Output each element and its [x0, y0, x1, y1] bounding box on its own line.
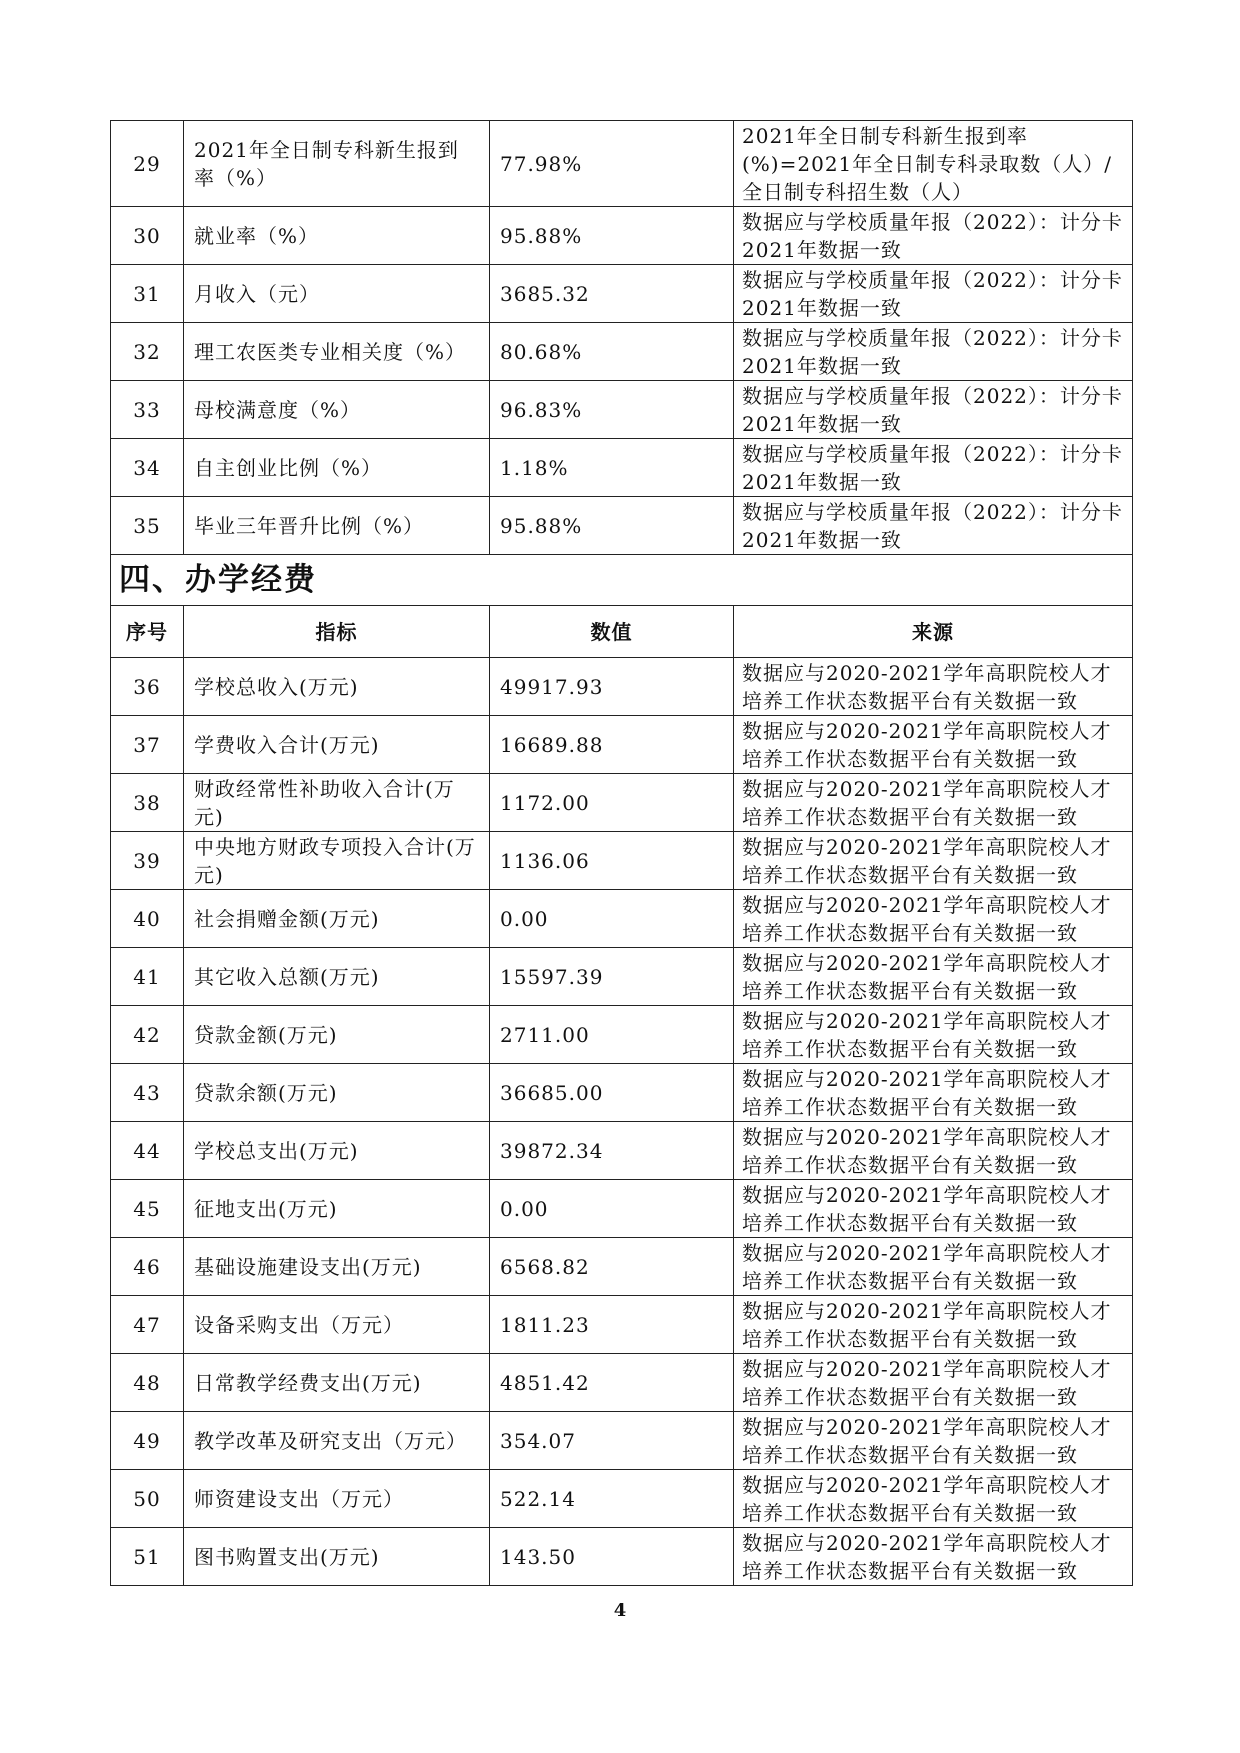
table-row	[111, 1296, 1133, 1354]
table-row	[111, 716, 1133, 774]
row-source: 数据应与2020-2021学年高职院校人才培养工作状态数据平台有关数据一致	[734, 774, 1133, 832]
row-source: 数据应与2020-2021学年高职院校人才培养工作状态数据平台有关数据一致	[734, 716, 1133, 774]
row-value: 80.68%	[490, 323, 734, 381]
row-number: 47	[111, 1296, 184, 1354]
row-value: 354.07	[490, 1412, 734, 1470]
row-indicator: 图书购置支出(万元)	[184, 1528, 490, 1586]
table-row	[111, 658, 1133, 716]
document-page	[110, 120, 1132, 1586]
header-indicator: 指标	[184, 606, 490, 658]
row-source: 数据应与2020-2021学年高职院校人才培养工作状态数据平台有关数据一致	[734, 890, 1133, 948]
table-row	[111, 497, 1133, 555]
row-number: 29	[111, 121, 184, 207]
table-row	[111, 1412, 1133, 1470]
row-indicator: 毕业三年晋升比例（%）	[184, 497, 490, 555]
row-number: 38	[111, 774, 184, 832]
table-row	[111, 1238, 1133, 1296]
row-value: 1136.06	[490, 832, 734, 890]
row-number: 46	[111, 1238, 184, 1296]
row-source: 数据应与2020-2021学年高职院校人才培养工作状态数据平台有关数据一致	[734, 658, 1133, 716]
row-source: 数据应与学校质量年报（2022）：计分卡2021年数据一致	[734, 497, 1133, 555]
row-value: 95.88%	[490, 207, 734, 265]
table-row	[111, 948, 1133, 1006]
table-row	[111, 832, 1133, 890]
row-number: 39	[111, 832, 184, 890]
row-value: 2711.00	[490, 1006, 734, 1064]
row-number: 44	[111, 1122, 184, 1180]
header-row	[111, 606, 1133, 658]
row-source: 2021年全日制专科新生报到率(%)=2021年全日制专科录取数（人）/全日制专科招生数（人）	[734, 121, 1133, 207]
table-row	[111, 890, 1133, 948]
row-number: 40	[111, 890, 184, 948]
row-source: 数据应与2020-2021学年高职院校人才培养工作状态数据平台有关数据一致	[734, 1412, 1133, 1470]
section-row	[111, 555, 1133, 606]
row-source: 数据应与学校质量年报（2022）：计分卡2021年数据一致	[734, 265, 1133, 323]
row-value: 95.88%	[490, 497, 734, 555]
row-value: 0.00	[490, 1180, 734, 1238]
row-value: 1811.23	[490, 1296, 734, 1354]
table-row	[111, 1006, 1133, 1064]
row-number: 48	[111, 1354, 184, 1412]
table-row	[111, 323, 1133, 381]
row-number: 33	[111, 381, 184, 439]
row-source: 数据应与2020-2021学年高职院校人才培养工作状态数据平台有关数据一致	[734, 1470, 1133, 1528]
row-source: 数据应与学校质量年报（2022）：计分卡2021年数据一致	[734, 207, 1133, 265]
row-indicator: 贷款余额(万元)	[184, 1064, 490, 1122]
row-number: 32	[111, 323, 184, 381]
row-value: 77.98%	[490, 121, 734, 207]
row-indicator: 就业率（%）	[184, 207, 490, 265]
row-source: 数据应与2020-2021学年高职院校人才培养工作状态数据平台有关数据一致	[734, 1006, 1133, 1064]
row-indicator: 征地支出(万元)	[184, 1180, 490, 1238]
row-number: 35	[111, 497, 184, 555]
table-top-body	[111, 121, 1133, 555]
row-source: 数据应与2020-2021学年高职院校人才培养工作状态数据平台有关数据一致	[734, 948, 1133, 1006]
row-indicator: 日常教学经费支出(万元)	[184, 1354, 490, 1412]
row-number: 50	[111, 1470, 184, 1528]
row-indicator: 学校总收入(万元)	[184, 658, 490, 716]
row-indicator: 师资建设支出（万元）	[184, 1470, 490, 1528]
row-indicator: 母校满意度（%）	[184, 381, 490, 439]
row-indicator: 社会捐赠金额(万元)	[184, 890, 490, 948]
header-no: 序号	[111, 606, 184, 658]
row-number: 37	[111, 716, 184, 774]
row-source: 数据应与学校质量年报（2022）：计分卡2021年数据一致	[734, 323, 1133, 381]
row-number: 31	[111, 265, 184, 323]
row-source: 数据应与2020-2021学年高职院校人才培养工作状态数据平台有关数据一致	[734, 1238, 1133, 1296]
table-row	[111, 207, 1133, 265]
table-row	[111, 1122, 1133, 1180]
row-value: 1172.00	[490, 774, 734, 832]
row-source: 数据应与学校质量年报（2022）：计分卡2021年数据一致	[734, 439, 1133, 497]
row-source: 数据应与2020-2021学年高职院校人才培养工作状态数据平台有关数据一致	[734, 1122, 1133, 1180]
row-value: 4851.42	[490, 1354, 734, 1412]
table-row	[111, 265, 1133, 323]
row-value: 15597.39	[490, 948, 734, 1006]
table-row	[111, 774, 1133, 832]
row-value: 522.14	[490, 1470, 734, 1528]
table-row	[111, 439, 1133, 497]
row-indicator: 中央地方财政专项投入合计(万元)	[184, 832, 490, 890]
indicator-table	[110, 120, 1133, 1586]
row-indicator: 财政经常性补助收入合计(万元)	[184, 774, 490, 832]
table-row	[111, 1180, 1133, 1238]
row-number: 51	[111, 1528, 184, 1586]
row-indicator: 其它收入总额(万元)	[184, 948, 490, 1006]
row-source: 数据应与学校质量年报（2022）：计分卡2021年数据一致	[734, 381, 1133, 439]
row-source: 数据应与2020-2021学年高职院校人才培养工作状态数据平台有关数据一致	[734, 1064, 1133, 1122]
row-indicator: 学校总支出(万元)	[184, 1122, 490, 1180]
row-value: 49917.93	[490, 658, 734, 716]
row-value: 3685.32	[490, 265, 734, 323]
row-value: 1.18%	[490, 439, 734, 497]
section-header-body	[111, 555, 1133, 658]
row-value: 143.50	[490, 1528, 734, 1586]
table-row	[111, 1064, 1133, 1122]
row-indicator: 月收入（元）	[184, 265, 490, 323]
row-value: 36685.00	[490, 1064, 734, 1122]
row-value: 0.00	[490, 890, 734, 948]
row-value: 96.83%	[490, 381, 734, 439]
row-indicator: 理工农医类专业相关度（%）	[184, 323, 490, 381]
table-bottom-body	[111, 658, 1133, 1586]
row-number: 34	[111, 439, 184, 497]
row-number: 36	[111, 658, 184, 716]
table-row	[111, 121, 1133, 207]
row-indicator: 设备采购支出（万元）	[184, 1296, 490, 1354]
row-indicator: 基础设施建设支出(万元)	[184, 1238, 490, 1296]
row-value: 16689.88	[490, 716, 734, 774]
page-number: 4	[613, 1600, 627, 1621]
table-row	[111, 381, 1133, 439]
row-number: 41	[111, 948, 184, 1006]
table-row	[111, 1470, 1133, 1528]
row-indicator: 2021年全日制专科新生报到率（%）	[184, 121, 490, 207]
row-number: 45	[111, 1180, 184, 1238]
header-value: 数值	[490, 606, 734, 658]
row-number: 30	[111, 207, 184, 265]
row-indicator: 自主创业比例（%）	[184, 439, 490, 497]
row-number: 42	[111, 1006, 184, 1064]
table-row	[111, 1528, 1133, 1586]
row-source: 数据应与2020-2021学年高职院校人才培养工作状态数据平台有关数据一致	[734, 1354, 1133, 1412]
row-number: 49	[111, 1412, 184, 1470]
row-source: 数据应与2020-2021学年高职院校人才培养工作状态数据平台有关数据一致	[734, 1528, 1133, 1586]
header-source: 来源	[734, 606, 1133, 658]
section-title: 四、办学经费	[111, 555, 1133, 606]
row-indicator: 教学改革及研究支出（万元）	[184, 1412, 490, 1470]
row-number: 43	[111, 1064, 184, 1122]
row-source: 数据应与2020-2021学年高职院校人才培养工作状态数据平台有关数据一致	[734, 1180, 1133, 1238]
row-indicator: 贷款金额(万元)	[184, 1006, 490, 1064]
row-value: 39872.34	[490, 1122, 734, 1180]
table-row	[111, 1354, 1133, 1412]
row-source: 数据应与2020-2021学年高职院校人才培养工作状态数据平台有关数据一致	[734, 832, 1133, 890]
row-source: 数据应与2020-2021学年高职院校人才培养工作状态数据平台有关数据一致	[734, 1296, 1133, 1354]
row-value: 6568.82	[490, 1238, 734, 1296]
row-indicator: 学费收入合计(万元)	[184, 716, 490, 774]
